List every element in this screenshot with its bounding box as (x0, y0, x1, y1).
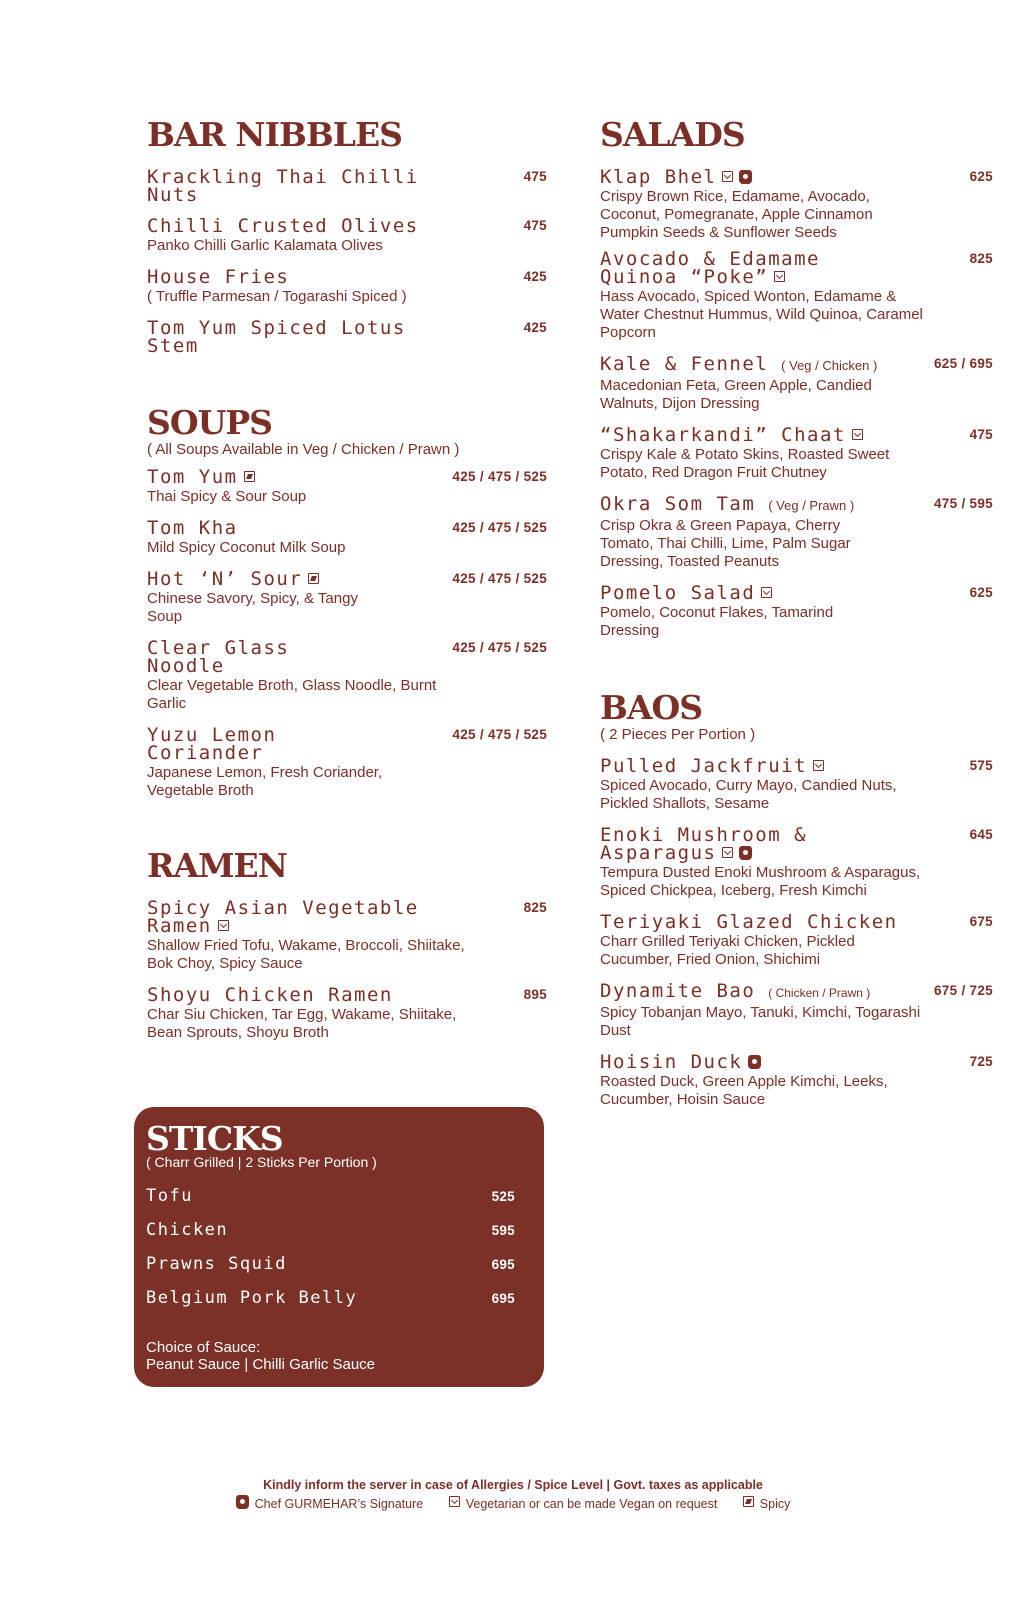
menu-item (147, 519, 547, 557)
item-price: 595 (491, 1223, 515, 1238)
section-title: BAR NIBBLES (147, 115, 402, 154)
item-description: Crispy Kale & Potato Skins, Roasted Sweet Potato, Red Dragon Fruit Chutney (600, 446, 890, 481)
allergy-notice: Kindly inform the server in case of Allergies / Spice Level | Govt. taxes as applicable (263, 1478, 763, 1492)
item-name: Enoki Mushroom & Asparagus (600, 824, 808, 864)
veg-icon (774, 271, 785, 282)
ramen-section (147, 846, 547, 1042)
menu-item (147, 168, 547, 204)
item-description: Chinese Savory, Spicy, & Tangy Soup (147, 590, 358, 625)
item-name: Prawns Squid (146, 1254, 287, 1274)
item-price: 825 (523, 900, 547, 915)
sauce-choice (146, 1339, 375, 1373)
veg-icon (218, 920, 229, 931)
item-name: Belgium Pork Belly (146, 1288, 358, 1308)
item-name: Avocado & Edamame Quinoa “Poke” (600, 248, 820, 288)
item-price: 425 / 475 / 525 (452, 571, 547, 586)
menu-item (147, 217, 547, 255)
item-price: 425 (523, 320, 547, 335)
chef-signature-icon (739, 846, 752, 860)
item-name: Chicken (146, 1220, 229, 1240)
legend-veg-label: Vegetarian or can be made Vegan on request (465, 1497, 718, 1511)
item-name-row (600, 250, 993, 286)
item-price: 625 (969, 585, 993, 600)
section-title: SOUPS (147, 403, 273, 442)
menu-item (600, 426, 993, 482)
menu-item (147, 986, 547, 1042)
veg-icon (722, 171, 733, 182)
item-price: 695 (491, 1291, 515, 1306)
item-name-row (600, 426, 993, 444)
item-description: Shallow Fried Tofu, Wakame, Broccoli, Shiitake, Bok Choy, Spicy Sauce (147, 937, 465, 972)
item-description: Macedonian Feta, Green Apple, Candied Walnuts, Dijon Dressing (600, 377, 872, 412)
left-column (147, 115, 547, 1042)
item-name-row (600, 757, 993, 775)
item-price: 695 (491, 1257, 515, 1272)
bar-nibbles-section (147, 115, 547, 355)
item-note: ( Veg / Prawn ) (768, 498, 855, 513)
item-description: Crisp Okra & Green Papaya, Cherry Tomato, Thai Chilli, Lime, Palm Sugar Dressing, Toasted Peanuts (600, 517, 851, 570)
menu-item (600, 584, 993, 640)
item-name: Hoisin Duck (600, 1051, 743, 1073)
menu-item (147, 468, 547, 506)
menu-item (147, 570, 547, 626)
item-name: Teriyaki Glazed Chicken (600, 911, 898, 933)
item-name: Shoyu Chicken Ramen (147, 984, 393, 1006)
item-description: Char Siu Chicken, Tar Egg, Wakame, Shiitake, Bean Sprouts, Shoyu Broth (147, 1006, 457, 1041)
item-name: Tom Yum Spiced Lotus Stem (147, 317, 406, 357)
veg-icon (852, 429, 863, 440)
item-name: Krackling Thai Chilli Nuts (147, 166, 419, 206)
item-description: Panko Chilli Garlic Kalamata Olives (147, 237, 383, 254)
item-description: Clear Vegetable Broth, Glass Noodle, Burnt Garlic (147, 677, 437, 712)
menu-item (146, 1221, 515, 1243)
menu-item (147, 899, 547, 973)
section-title: BAOS (600, 688, 703, 727)
item-note: ( Veg / Chicken ) (781, 358, 878, 373)
item-price: 645 (969, 827, 993, 842)
item-price: 575 (969, 758, 993, 773)
item-price: 425 / 475 / 525 (452, 727, 547, 742)
spicy-icon (244, 471, 255, 482)
item-description: Roasted Duck, Green Apple Kimchi, Leeks, Cucumber, Hoisin Sauce (600, 1073, 888, 1108)
item-name: Clear Glass Noodle (147, 637, 290, 677)
item-note: ( Chicken / Prawn ) (768, 986, 871, 1000)
item-price: 425 / 475 / 525 (452, 520, 547, 535)
item-price: 725 (969, 1054, 993, 1069)
item-price: 425 (523, 269, 547, 284)
menu-item (146, 1187, 515, 1209)
item-name: House Fries (147, 266, 290, 288)
item-price: 625 (969, 169, 993, 184)
item-description: Tempura Dusted Enoki Mushroom & Asparagus, Spiced Chickpea, Iceberg, Fresh Kimchi (600, 864, 921, 899)
item-price: 425 / 475 / 525 (452, 640, 547, 655)
item-description: Thai Spicy & Sour Soup (147, 488, 307, 505)
item-name-row (600, 826, 993, 862)
item-description: Japanese Lemon, Fresh Coriander, Vegetable Broth (147, 764, 383, 799)
legend-spicy-label: Spicy (759, 1497, 791, 1511)
chef-signature-icon (236, 1495, 249, 1509)
item-description: Crispy Brown Rice, Edamame, Avocado, Coconut, Pomegranate, Apple Cinnamon Pumpkin Seeds & Sunflower Seeds (600, 188, 873, 241)
item-name: Hot ‘N’ Sour (147, 568, 303, 590)
item-name-row (600, 168, 993, 186)
veg-icon (449, 1496, 460, 1507)
menu-item (600, 1053, 993, 1109)
menu-item (600, 982, 993, 1040)
item-name: Yuzu Lemon Coriander (147, 724, 277, 764)
item-name: Tom Kha (147, 517, 238, 539)
item-description: Spicy Tobanjan Mayo, Tanuki, Kimchi, Togarashi Dust (600, 1004, 921, 1039)
section-subtitle: ( All Soups Available in Veg / Chicken / Prawn ) (147, 441, 460, 458)
item-name: Kale & Fennel (600, 353, 769, 375)
chef-signature-icon (739, 170, 752, 184)
item-description: Pomelo, Coconut Flakes, Tamarind Dressing (600, 604, 834, 639)
menu-item (600, 250, 993, 342)
section-title: SALADS (600, 115, 745, 154)
section-title: STICKS (146, 1119, 283, 1158)
item-name-row (600, 1053, 993, 1071)
item-price: 895 (523, 987, 547, 1002)
item-price: 675 / 725 (933, 983, 993, 998)
item-description: Charr Grilled Teriyaki Chicken, Pickled Cucumber, Fried Onion, Shichimi (600, 933, 855, 968)
veg-icon (813, 760, 824, 771)
menu-item (146, 1289, 515, 1311)
soups-section (147, 403, 547, 800)
item-price: 625 / 695 (933, 356, 993, 371)
spicy-icon (743, 1496, 754, 1507)
footer (0, 1478, 1026, 1511)
item-description: Mild Spicy Coconut Milk Soup (147, 539, 346, 556)
item-price: 425 / 475 / 525 (452, 469, 547, 484)
item-description: ( Truffle Parmesan / Togarashi Spiced ) (147, 288, 407, 305)
menu-item (600, 168, 993, 242)
item-name: Klap Bhel (600, 166, 717, 188)
legend-signature-label: Chef GURMEHAR’s Signature (254, 1497, 424, 1511)
item-name: Spicy Asian Vegetable Ramen (147, 897, 419, 937)
item-price: 525 (491, 1189, 515, 1204)
item-name: “Shakarkandi” Chaat (600, 424, 846, 446)
menu-item (600, 757, 993, 813)
legend (0, 1495, 1026, 1511)
item-price: 475 (523, 169, 547, 184)
menu-item (147, 639, 547, 713)
menu-item (147, 268, 547, 306)
sauce-options: Peanut Sauce | Chilli Garlic Sauce (146, 1356, 376, 1373)
menu-item (147, 319, 547, 355)
item-name: Dynamite Bao (600, 980, 756, 1002)
chef-signature-icon (748, 1055, 761, 1069)
menu-item (600, 355, 993, 413)
item-name-row (600, 584, 993, 602)
spicy-icon (308, 573, 319, 584)
salads-section (600, 115, 993, 640)
baos-section (600, 688, 993, 1109)
item-name: Tofu (146, 1186, 193, 1206)
menu-item (146, 1255, 515, 1277)
item-description: Hass Avocado, Spiced Wonton, Edamame & Water Chestnut Hummus, Wild Quinoa, Caramel Popcorn (600, 288, 923, 341)
item-name: Tom Yum (147, 466, 238, 488)
item-price: 475 (523, 218, 547, 233)
section-title: RAMEN (147, 846, 287, 885)
item-price: 675 (969, 914, 993, 929)
section-subtitle: ( 2 Pieces Per Portion ) (600, 726, 756, 743)
item-price: 475 / 595 (933, 496, 993, 511)
item-name-row (147, 899, 547, 935)
veg-icon (722, 847, 733, 858)
sauce-label: Choice of Sauce: (146, 1339, 261, 1356)
item-name: Okra Som Tam (600, 493, 756, 515)
menu-item (600, 913, 993, 969)
sticks-panel (134, 1107, 544, 1387)
right-column (600, 115, 993, 1109)
menu-item (600, 495, 993, 571)
item-price: 475 (969, 427, 993, 442)
item-name: Pomelo Salad (600, 582, 756, 604)
menu-item (147, 726, 547, 800)
item-name: Pulled Jackfruit (600, 755, 808, 777)
veg-icon (761, 587, 772, 598)
section-subtitle: ( Charr Grilled | 2 Sticks Per Portion ) (146, 1154, 377, 1170)
item-description: Spiced Avocado, Curry Mayo, Candied Nuts, Pickled Shallots, Sesame (600, 777, 897, 812)
menu-item (600, 826, 993, 900)
item-name: Chilli Crusted Olives (147, 215, 419, 237)
item-price: 825 (969, 251, 993, 266)
